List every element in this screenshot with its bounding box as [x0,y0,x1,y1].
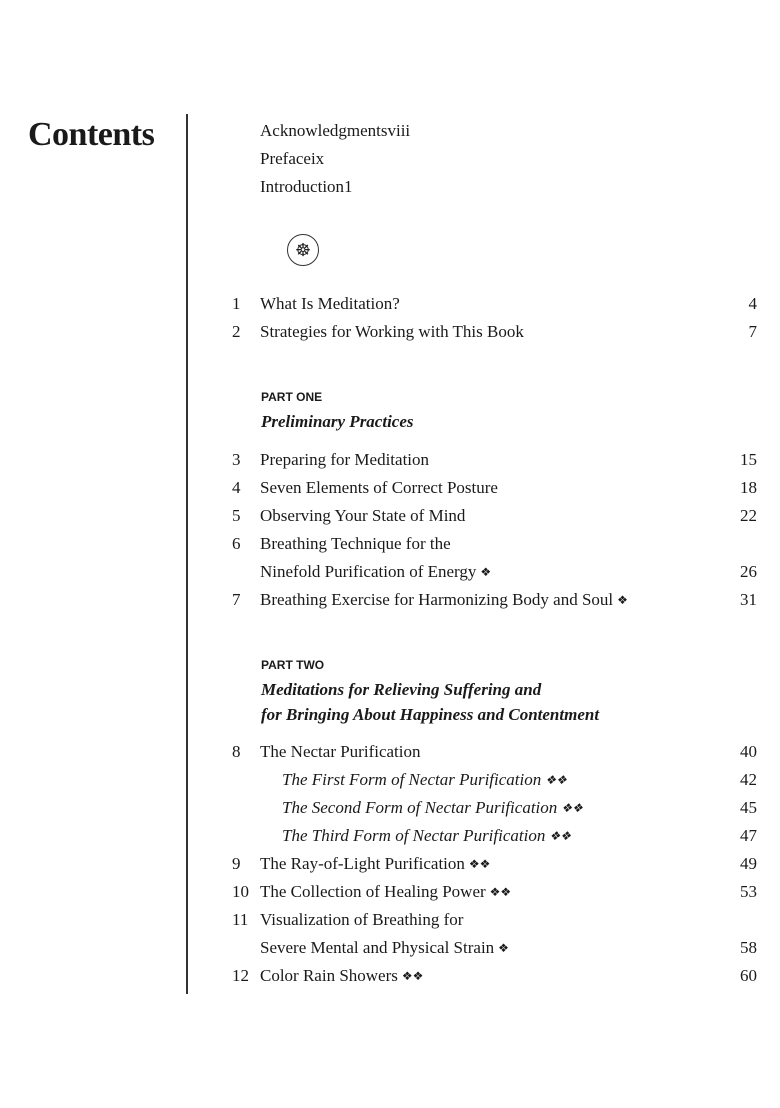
page-number: 4 [748,294,757,313]
entry-title [260,534,451,554]
page-number: 15 [740,450,757,469]
chapter-number: 6 [232,534,241,553]
dharma-wheel-emblem-icon: ☸ [287,234,319,266]
entry-title [260,450,429,470]
toc-entry [232,450,757,474]
toc-entry [232,938,757,962]
toc-entry [232,798,757,822]
toc-entry [232,534,757,558]
entry-title [260,478,498,498]
page-number: 40 [740,742,757,761]
part-label: PART ONE [261,390,323,404]
toc-entry [232,882,757,906]
entry-title [260,590,628,610]
toc-entry [232,562,757,586]
entry-title-text: Color Rain Showers [260,966,398,985]
chapter-number: 3 [232,450,241,469]
chapter-number: 12 [232,966,249,985]
part-title: Preliminary Practices [261,412,414,431]
entry-title [282,770,567,790]
entry-title [260,322,524,342]
entry-title-text: Visualization of Breathing for [260,910,464,929]
entry-title-text: The Collection of Healing Power [260,882,486,901]
entry-title [282,826,571,846]
page-number: 45 [740,798,757,817]
chapter-number: 11 [232,910,249,929]
diamond-marker-icon: ❖❖ [401,969,424,983]
entry-title-text: Observing Your State of Mind [260,506,466,525]
entry-title-text: Ninefold Purification of Energy [260,562,477,581]
entry-title-text: The First Form of Nectar Purification [282,770,542,789]
page-title: Contents [28,116,155,153]
page-number: 58 [740,938,757,957]
entry-title [260,966,423,986]
entry-title-text: The Ray-of-Light Purification [260,854,465,873]
entry-title-text: Breathing Exercise for Harmonizing Body and Soul [260,590,614,609]
entry-title-text: What Is Meditation? [260,294,400,313]
chapter-number: 4 [232,478,241,497]
page-number: 7 [748,322,757,341]
toc-entry [232,966,757,990]
toc-entry [232,294,757,318]
vertical-divider [186,114,188,994]
toc-entry [232,826,757,850]
page-number: 18 [740,478,757,497]
diamond-marker-icon: ❖ [617,593,628,607]
entry-title-text: Strategies for Working with This Book [260,322,524,341]
diamond-marker-icon: ❖❖ [545,773,567,787]
page-number: 26 [740,562,757,581]
entry-title-text: The Nectar Purification [260,742,421,761]
toc-entry [232,770,757,794]
diamond-marker-icon: ❖❖ [468,857,491,871]
chapter-number: 10 [232,882,249,901]
entry-title [260,938,509,958]
entry-title-text: The Second Form of Nectar Purification [282,798,558,817]
front-matter-introduction: Introduction1 [260,177,353,196]
entry-title-text: Breathing Technique for the [260,534,451,553]
entry-title-text: The Third Form of Nectar Purification [282,826,546,845]
toc-entry [232,506,757,530]
entry-title-text: Preparing for Meditation [260,450,430,469]
entry-title [260,506,465,526]
toc-entry [232,590,757,614]
entry-title [260,562,491,582]
toc-entry [232,854,757,878]
page-number: 47 [740,826,757,845]
part-title: for Bringing About Happiness and Contentment [261,705,600,724]
toc-entry [232,910,757,934]
part-label: PART TWO [261,658,325,672]
page-number: 42 [740,770,757,789]
chapter-number: 9 [232,854,241,873]
diamond-marker-icon: ❖ [498,941,509,955]
entry-title [260,294,400,314]
chapter-number: 8 [232,742,241,761]
front-matter-preface: Prefaceix [260,149,325,168]
diamond-marker-icon: ❖❖ [561,801,583,815]
part-title: Meditations for Relieving Suffering and [261,680,542,699]
page-number: 60 [740,966,757,985]
entry-title-text: Seven Elements of Correct Posture [260,478,498,497]
page-number: 22 [740,506,757,525]
front-matter-acknowledgments: Acknowledgmentsviii [260,121,411,140]
diamond-marker-icon: ❖ [480,565,492,579]
chapter-number: 1 [232,294,241,313]
entry-title [260,882,511,902]
chapter-number: 5 [232,506,241,525]
entry-title [260,854,490,874]
chapter-number: 2 [232,322,241,341]
chapter-number: 7 [232,590,241,609]
entry-title [260,742,421,762]
diamond-marker-icon: ❖❖ [489,885,512,899]
entry-title-text: Severe Mental and Physical Strain [260,938,495,957]
toc-entry [232,322,757,346]
diamond-marker-icon: ❖❖ [549,829,571,843]
page-number: 31 [740,590,757,609]
page-number: 53 [740,882,757,901]
toc-entry [232,742,757,766]
toc-entry [232,478,757,502]
entry-title [282,798,583,818]
page-number: 49 [740,854,757,873]
entry-title [260,910,463,930]
